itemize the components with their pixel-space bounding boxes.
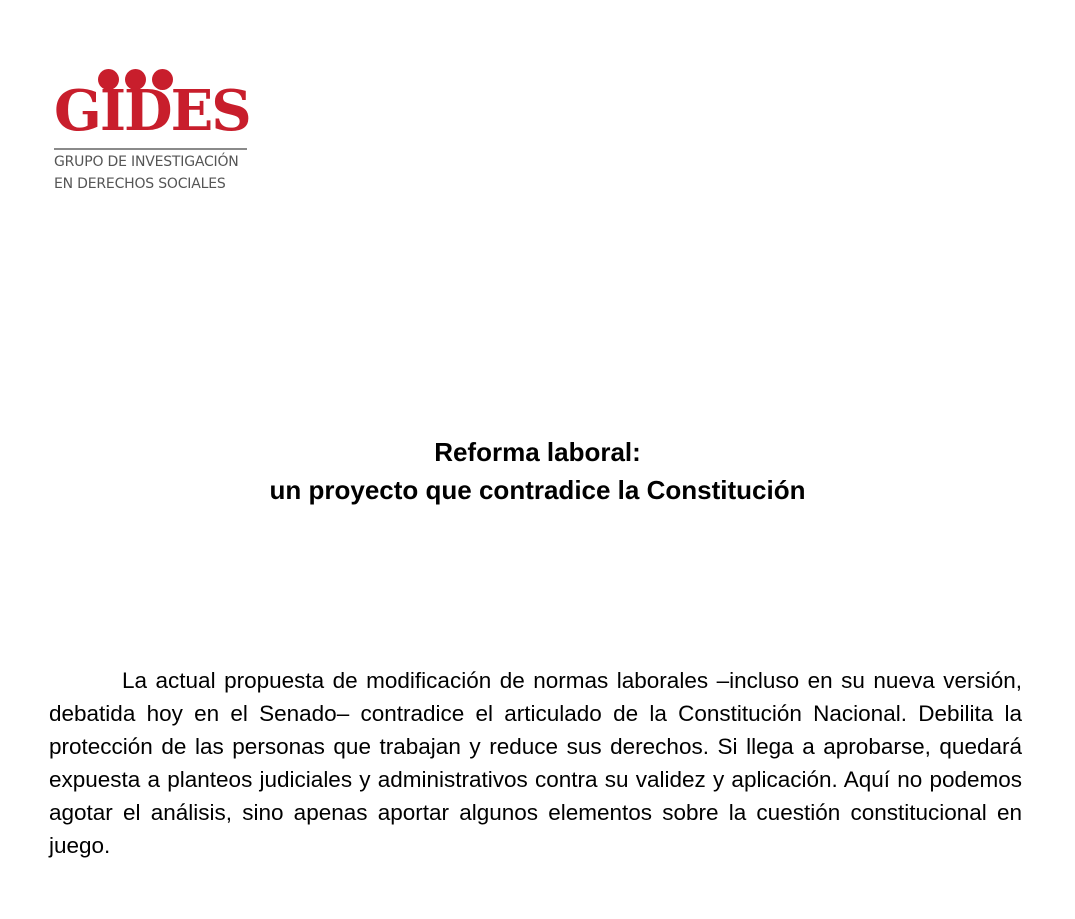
title-line-2: un proyecto que contradice la Constitución — [269, 475, 806, 505]
logo-subtitle-line2: EN DERECHOS SOCIALES — [54, 176, 226, 192]
logo-subtitle-line1: GRUPO DE INVESTIGACIÓN — [54, 154, 239, 170]
logo-divider — [54, 148, 247, 150]
gides-logo — [54, 68, 250, 196]
document-title — [0, 433, 1075, 509]
body-paragraph: La actual propuesta de modificación de normas laborales –incluso en su nueva versión, debatida hoy en el Senado– contradice el articulado de la Constitución Nacional. Debilita la protección de las personas que trabajan y reduce sus derechos. Si llega a aprobarse, quedará expuesta a planteos judiciales y administrativos contra su validez y aplicación. Aquí no podemos agotar el análisis, sino apenas aportar algunos elementos sobre la cuestión constitucional en juego. — [49, 668, 1022, 858]
title-line-1: Reforma laboral: — [434, 437, 641, 467]
logo-wordmark: GIDES — [54, 78, 250, 144]
